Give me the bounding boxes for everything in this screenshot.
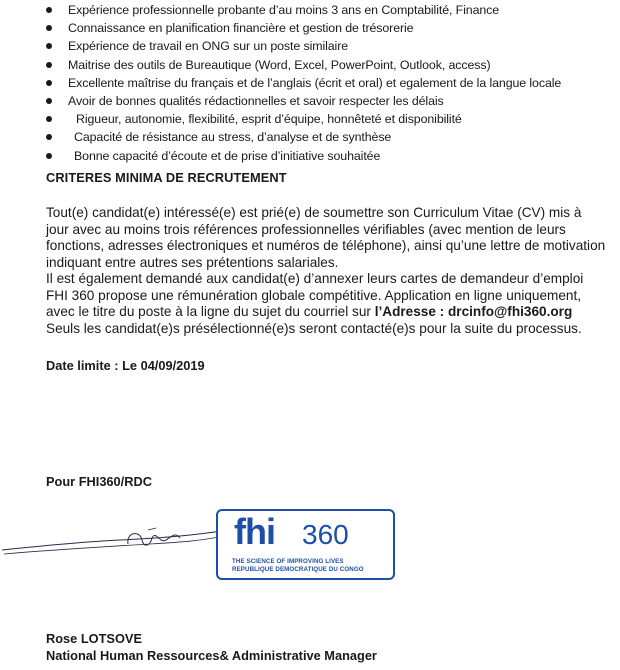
- bullet-icon: [46, 25, 52, 31]
- organization-stamp: [216, 509, 395, 580]
- list-item: [46, 147, 606, 165]
- section-heading: CRITERES MINIMA DE RECRUTEMENT: [46, 170, 287, 185]
- stamp-tagline: THE SCIENCE OF IMPROVING LIVES: [232, 558, 344, 565]
- paragraph-cv: Tout(e) candidat(e) intéressé(e) est prié(e) de soumettre son Curriculum Vitae (CV) mis à jour avec au moins trois références professionnelles vérifiables (avec mention de leurs fonctions, adresses électroniques et numéros de téléphone), ainsi qu’une lettre de motivation indiquant entre autres ses prétentions salariales.: [46, 205, 606, 270]
- requirement-text: Maitrise des outils de Bureautique (Word, Excel, PowerPoint, Outlook, access): [68, 57, 491, 72]
- bullet-icon: [46, 134, 52, 140]
- paragraph-job-card: Il est également demandé aux candidat(e) d’annexer leurs cartes de demandeur d’emploi: [46, 271, 584, 286]
- paragraph-application: [46, 288, 606, 338]
- bullet-icon: [46, 7, 52, 13]
- requirement-text: Bonne capacité d’écoute et de prise d’initiative souhaitée: [74, 148, 381, 163]
- list-item: [46, 110, 606, 128]
- stamp-country: REPUBLIQUE DEMOCRATIQUE DU CONGO: [232, 566, 364, 573]
- fhi360-logo: [234, 511, 384, 555]
- deadline: Date limite : Le 04/09/2019: [46, 358, 205, 373]
- requirement-text: Rigueur, autonomie, flexibilité, esprit d’équipe, honnêteté et disponibilité: [76, 112, 462, 127]
- list-item: [46, 19, 606, 37]
- bullet-icon: [46, 153, 52, 159]
- bullet-icon: [46, 62, 52, 68]
- logo-number: 360: [302, 519, 349, 550]
- requirement-text: Excellente maîtrise du français et de l’anglais (écrit et oral) et egalement de la langue locale: [68, 75, 562, 90]
- requirement-text: Expérience de travail en ONG sur un poste similaire: [68, 39, 349, 54]
- signatory-name: Rose LOTSOVE: [46, 631, 142, 646]
- list-item: [46, 56, 606, 74]
- requirement-text: Capacité de résistance au stress, d’analyse et de synthèse: [74, 130, 392, 145]
- requirement-text: Connaissance en planification financière et gestion de trésorerie: [68, 21, 414, 36]
- list-item: [46, 37, 606, 55]
- list-item: [46, 128, 606, 146]
- paragraph-text: FHI 360 propose une rémunération globale compétitive. Application en ligne uniquement, avec le titre du poste à la ligne du sujet du courriel sur: [46, 287, 582, 319]
- application-instructions: [46, 205, 606, 337]
- list-item: [46, 1, 606, 19]
- requirement-text: Expérience professionnelle probante d’au moins 3 ans en Comptabilité, Finance: [68, 3, 500, 17]
- paragraph-text: Seuls les candidat(e)s présélectionné(e)s seront contacté(e)s pour la suite du processus.: [46, 320, 582, 336]
- bullet-icon: [46, 98, 52, 104]
- bullet-icon: [46, 116, 52, 122]
- signatory-title: National Human Ressources& Administrative Manager: [46, 648, 377, 663]
- signature-organization: Pour FHI360/RDC: [46, 474, 152, 489]
- signature-scribble: [0, 500, 230, 580]
- requirements-list: [46, 1, 606, 165]
- list-item: [46, 92, 606, 110]
- bullet-icon: [46, 80, 52, 86]
- bullet-icon: [46, 43, 52, 49]
- logo-text: fhi: [234, 511, 275, 552]
- list-item: [46, 74, 606, 92]
- requirement-text: Avoir de bonnes qualités rédactionnelles et savoir respecter les délais: [68, 94, 444, 109]
- email-address[interactable]: l’Adresse : drcinfo@fhi360.org: [374, 304, 573, 319]
